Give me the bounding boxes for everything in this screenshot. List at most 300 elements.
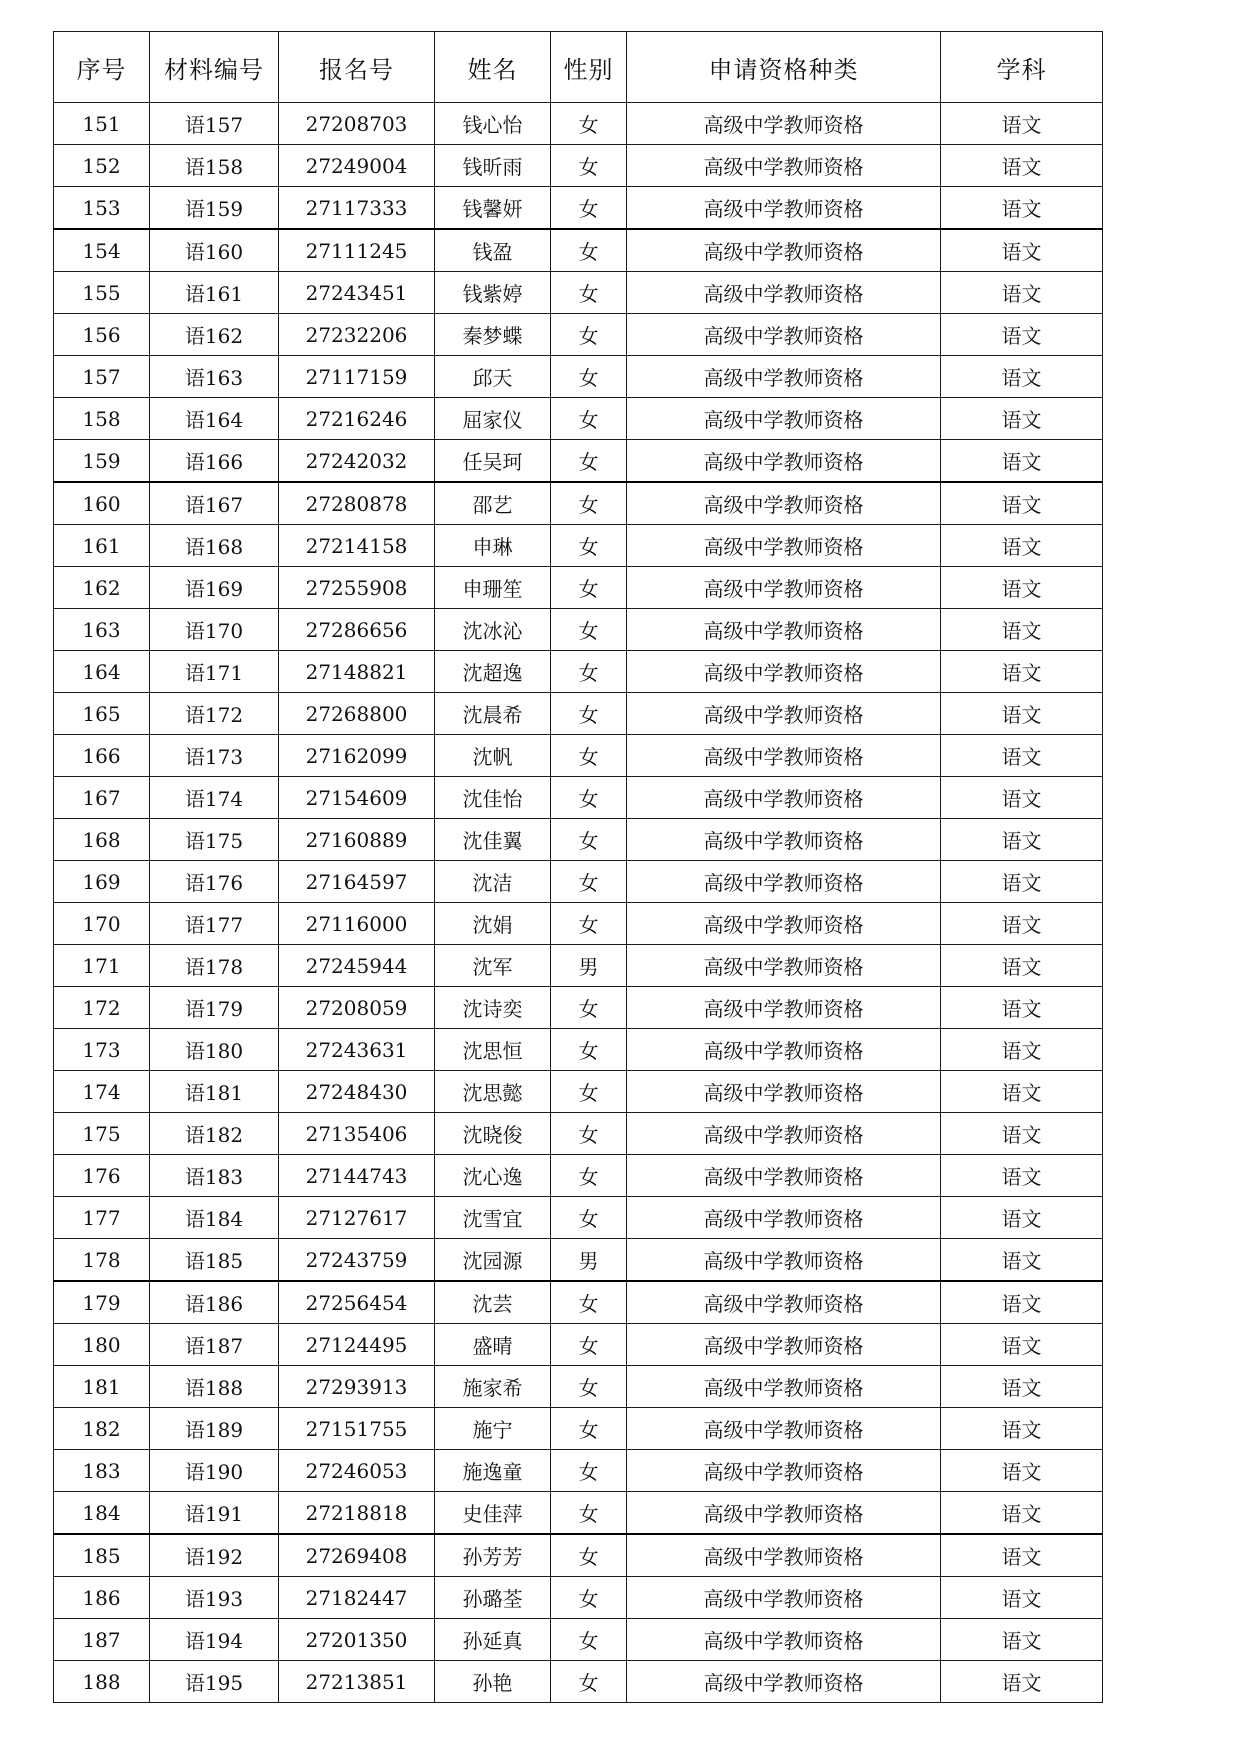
name-cell: 沈心逸 [435, 1155, 551, 1197]
material-no-cell: 语161 [150, 272, 279, 314]
registration-no-cell: 27116000 [279, 903, 435, 945]
gender-cell: 女 [551, 1071, 627, 1113]
gender-cell: 女 [551, 145, 627, 187]
seq-cell: 157 [54, 356, 150, 398]
registration-no-cell: 27249004 [279, 145, 435, 187]
gender-cell: 女 [551, 651, 627, 693]
table-row [54, 272, 1103, 314]
roster-table [53, 31, 1103, 1703]
table-row [54, 1534, 1103, 1577]
seq-cell: 182 [54, 1408, 150, 1450]
table-row [54, 1239, 1103, 1282]
subject-cell: 语文 [941, 861, 1103, 903]
gender-cell: 女 [551, 272, 627, 314]
registration-no-cell: 27256454 [279, 1281, 435, 1324]
registration-no-cell: 27201350 [279, 1619, 435, 1661]
table-row [54, 1450, 1103, 1492]
subject-cell: 语文 [941, 1029, 1103, 1071]
name-cell: 沈佳怡 [435, 777, 551, 819]
subject-cell: 语文 [941, 440, 1103, 483]
qualification-type-cell: 高级中学教师资格 [627, 861, 941, 903]
name-cell: 钱心怡 [435, 103, 551, 145]
roster-sheet [53, 31, 1102, 1703]
qualification-type-cell: 高级中学教师资格 [627, 651, 941, 693]
registration-no-cell: 27135406 [279, 1113, 435, 1155]
subject-cell: 语文 [941, 777, 1103, 819]
registration-no-cell: 27248430 [279, 1071, 435, 1113]
qualification-type-cell: 高级中学教师资格 [627, 1281, 941, 1324]
name-cell: 钱紫婷 [435, 272, 551, 314]
material-no-cell: 语179 [150, 987, 279, 1029]
header-material-no: 材料编号 [150, 32, 279, 103]
seq-cell: 171 [54, 945, 150, 987]
seq-cell: 164 [54, 651, 150, 693]
subject-cell: 语文 [941, 567, 1103, 609]
registration-no-cell: 27269408 [279, 1534, 435, 1577]
name-cell: 史佳萍 [435, 1492, 551, 1535]
seq-cell: 166 [54, 735, 150, 777]
subject-cell: 语文 [941, 1619, 1103, 1661]
gender-cell: 女 [551, 103, 627, 145]
name-cell: 孙璐荃 [435, 1577, 551, 1619]
material-no-cell: 语174 [150, 777, 279, 819]
material-no-cell: 语182 [150, 1113, 279, 1155]
name-cell: 施宁 [435, 1408, 551, 1450]
subject-cell: 语文 [941, 609, 1103, 651]
name-cell: 沈洁 [435, 861, 551, 903]
registration-no-cell: 27246053 [279, 1450, 435, 1492]
name-cell: 沈帆 [435, 735, 551, 777]
gender-cell: 女 [551, 987, 627, 1029]
name-cell: 屈家仪 [435, 398, 551, 440]
qualification-type-cell: 高级中学教师资格 [627, 1450, 941, 1492]
qualification-type-cell: 高级中学教师资格 [627, 1324, 941, 1366]
registration-no-cell: 27160889 [279, 819, 435, 861]
name-cell: 施逸童 [435, 1450, 551, 1492]
table-body [54, 103, 1103, 1703]
seq-cell: 159 [54, 440, 150, 483]
qualification-type-cell: 高级中学教师资格 [627, 1534, 941, 1577]
subject-cell: 语文 [941, 1239, 1103, 1282]
gender-cell: 女 [551, 1534, 627, 1577]
subject-cell: 语文 [941, 987, 1103, 1029]
qualification-type-cell: 高级中学教师资格 [627, 356, 941, 398]
table-row [54, 525, 1103, 567]
seq-cell: 183 [54, 1450, 150, 1492]
gender-cell: 女 [551, 1619, 627, 1661]
seq-cell: 178 [54, 1239, 150, 1282]
table-row [54, 398, 1103, 440]
seq-cell: 170 [54, 903, 150, 945]
seq-cell: 184 [54, 1492, 150, 1535]
table-row [54, 777, 1103, 819]
qualification-type-cell: 高级中学教师资格 [627, 525, 941, 567]
subject-cell: 语文 [941, 356, 1103, 398]
qualification-type-cell: 高级中学教师资格 [627, 609, 941, 651]
seq-cell: 161 [54, 525, 150, 567]
gender-cell: 男 [551, 1239, 627, 1282]
registration-no-cell: 27154609 [279, 777, 435, 819]
header-subject: 学科 [941, 32, 1103, 103]
subject-cell: 语文 [941, 1113, 1103, 1155]
seq-cell: 154 [54, 229, 150, 272]
subject-cell: 语文 [941, 1071, 1103, 1113]
qualification-type-cell: 高级中学教师资格 [627, 103, 941, 145]
seq-cell: 186 [54, 1577, 150, 1619]
name-cell: 沈雪宜 [435, 1197, 551, 1239]
subject-cell: 语文 [941, 398, 1103, 440]
table-row [54, 1113, 1103, 1155]
qualification-type-cell: 高级中学教师资格 [627, 1239, 941, 1282]
gender-cell: 女 [551, 1113, 627, 1155]
qualification-type-cell: 高级中学教师资格 [627, 272, 941, 314]
seq-cell: 179 [54, 1281, 150, 1324]
name-cell: 沈佳翼 [435, 819, 551, 861]
seq-cell: 175 [54, 1113, 150, 1155]
qualification-type-cell: 高级中学教师资格 [627, 440, 941, 483]
seq-cell: 188 [54, 1661, 150, 1703]
table-row [54, 1071, 1103, 1113]
seq-cell: 169 [54, 861, 150, 903]
name-cell: 沈思恒 [435, 1029, 551, 1071]
registration-no-cell: 27243631 [279, 1029, 435, 1071]
seq-cell: 173 [54, 1029, 150, 1071]
gender-cell: 女 [551, 440, 627, 483]
name-cell: 沈军 [435, 945, 551, 987]
name-cell: 钱昕雨 [435, 145, 551, 187]
qualification-type-cell: 高级中学教师资格 [627, 1113, 941, 1155]
gender-cell: 女 [551, 356, 627, 398]
subject-cell: 语文 [941, 272, 1103, 314]
gender-cell: 女 [551, 735, 627, 777]
gender-cell: 女 [551, 567, 627, 609]
material-no-cell: 语185 [150, 1239, 279, 1282]
seq-cell: 163 [54, 609, 150, 651]
subject-cell: 语文 [941, 1155, 1103, 1197]
seq-cell: 181 [54, 1366, 150, 1408]
registration-no-cell: 27182447 [279, 1577, 435, 1619]
qualification-type-cell: 高级中学教师资格 [627, 1155, 941, 1197]
registration-no-cell: 27286656 [279, 609, 435, 651]
qualification-type-cell: 高级中学教师资格 [627, 819, 941, 861]
subject-cell: 语文 [941, 693, 1103, 735]
header-registration-no: 报名号 [279, 32, 435, 103]
gender-cell: 女 [551, 1408, 627, 1450]
name-cell: 申珊笙 [435, 567, 551, 609]
name-cell: 孙艳 [435, 1661, 551, 1703]
subject-cell: 语文 [941, 482, 1103, 525]
gender-cell: 女 [551, 693, 627, 735]
header-seq: 序号 [54, 32, 150, 103]
gender-cell: 女 [551, 1492, 627, 1535]
material-no-cell: 语158 [150, 145, 279, 187]
table-row [54, 229, 1103, 272]
material-no-cell: 语163 [150, 356, 279, 398]
table-row [54, 1492, 1103, 1535]
table-row [54, 735, 1103, 777]
material-no-cell: 语194 [150, 1619, 279, 1661]
registration-no-cell: 27232206 [279, 314, 435, 356]
seq-cell: 153 [54, 187, 150, 230]
name-cell: 孙延真 [435, 1619, 551, 1661]
registration-no-cell: 27214158 [279, 525, 435, 567]
gender-cell: 女 [551, 229, 627, 272]
seq-cell: 162 [54, 567, 150, 609]
header-name: 姓名 [435, 32, 551, 103]
material-no-cell: 语169 [150, 567, 279, 609]
header-row [54, 32, 1103, 103]
material-no-cell: 语184 [150, 1197, 279, 1239]
table-row [54, 1366, 1103, 1408]
subject-cell: 语文 [941, 1577, 1103, 1619]
qualification-type-cell: 高级中学教师资格 [627, 693, 941, 735]
name-cell: 邱天 [435, 356, 551, 398]
gender-cell: 女 [551, 1281, 627, 1324]
material-no-cell: 语157 [150, 103, 279, 145]
seq-cell: 160 [54, 482, 150, 525]
seq-cell: 168 [54, 819, 150, 861]
gender-cell: 女 [551, 1029, 627, 1071]
qualification-type-cell: 高级中学教师资格 [627, 1619, 941, 1661]
registration-no-cell: 27208059 [279, 987, 435, 1029]
table-row [54, 651, 1103, 693]
table-row [54, 1281, 1103, 1324]
table-row [54, 903, 1103, 945]
subject-cell: 语文 [941, 1534, 1103, 1577]
material-no-cell: 语172 [150, 693, 279, 735]
seq-cell: 165 [54, 693, 150, 735]
qualification-type-cell: 高级中学教师资格 [627, 187, 941, 230]
name-cell: 沈晨希 [435, 693, 551, 735]
registration-no-cell: 27144743 [279, 1155, 435, 1197]
registration-no-cell: 27117159 [279, 356, 435, 398]
table-row [54, 187, 1103, 230]
qualification-type-cell: 高级中学教师资格 [627, 482, 941, 525]
table-row [54, 609, 1103, 651]
registration-no-cell: 27293913 [279, 1366, 435, 1408]
table-row [54, 440, 1103, 483]
material-no-cell: 语175 [150, 819, 279, 861]
name-cell: 沈园源 [435, 1239, 551, 1282]
subject-cell: 语文 [941, 1408, 1103, 1450]
material-no-cell: 语181 [150, 1071, 279, 1113]
table-row [54, 567, 1103, 609]
registration-no-cell: 27162099 [279, 735, 435, 777]
qualification-type-cell: 高级中学教师资格 [627, 903, 941, 945]
table-row [54, 1197, 1103, 1239]
seq-cell: 151 [54, 103, 150, 145]
subject-cell: 语文 [941, 187, 1103, 230]
material-no-cell: 语191 [150, 1492, 279, 1535]
registration-no-cell: 27242032 [279, 440, 435, 483]
gender-cell: 男 [551, 945, 627, 987]
qualification-type-cell: 高级中学教师资格 [627, 735, 941, 777]
registration-no-cell: 27268800 [279, 693, 435, 735]
seq-cell: 158 [54, 398, 150, 440]
registration-no-cell: 27213851 [279, 1661, 435, 1703]
name-cell: 秦梦蝶 [435, 314, 551, 356]
table-row [54, 145, 1103, 187]
gender-cell: 女 [551, 819, 627, 861]
material-no-cell: 语177 [150, 903, 279, 945]
material-no-cell: 语186 [150, 1281, 279, 1324]
seq-cell: 187 [54, 1619, 150, 1661]
name-cell: 任吴珂 [435, 440, 551, 483]
name-cell: 盛晴 [435, 1324, 551, 1366]
table-row [54, 945, 1103, 987]
subject-cell: 语文 [941, 1661, 1103, 1703]
qualification-type-cell: 高级中学教师资格 [627, 145, 941, 187]
registration-no-cell: 27218818 [279, 1492, 435, 1535]
material-no-cell: 语160 [150, 229, 279, 272]
table-row [54, 987, 1103, 1029]
table-row [54, 103, 1103, 145]
registration-no-cell: 27151755 [279, 1408, 435, 1450]
registration-no-cell: 27243759 [279, 1239, 435, 1282]
subject-cell: 语文 [941, 229, 1103, 272]
table-row [54, 861, 1103, 903]
subject-cell: 语文 [941, 1366, 1103, 1408]
material-no-cell: 语168 [150, 525, 279, 567]
name-cell: 钱盈 [435, 229, 551, 272]
table-row [54, 1155, 1103, 1197]
material-no-cell: 语188 [150, 1366, 279, 1408]
registration-no-cell: 27117333 [279, 187, 435, 230]
gender-cell: 女 [551, 525, 627, 567]
subject-cell: 语文 [941, 1450, 1103, 1492]
qualification-type-cell: 高级中学教师资格 [627, 229, 941, 272]
qualification-type-cell: 高级中学教师资格 [627, 314, 941, 356]
gender-cell: 女 [551, 482, 627, 525]
qualification-type-cell: 高级中学教师资格 [627, 1197, 941, 1239]
material-no-cell: 语171 [150, 651, 279, 693]
registration-no-cell: 27245944 [279, 945, 435, 987]
material-no-cell: 语193 [150, 1577, 279, 1619]
seq-cell: 174 [54, 1071, 150, 1113]
table-row [54, 1408, 1103, 1450]
material-no-cell: 语170 [150, 609, 279, 651]
name-cell: 沈诗奕 [435, 987, 551, 1029]
subject-cell: 语文 [941, 1492, 1103, 1535]
registration-no-cell: 27164597 [279, 861, 435, 903]
gender-cell: 女 [551, 1197, 627, 1239]
subject-cell: 语文 [941, 945, 1103, 987]
gender-cell: 女 [551, 1366, 627, 1408]
gender-cell: 女 [551, 1324, 627, 1366]
material-no-cell: 语190 [150, 1450, 279, 1492]
registration-no-cell: 27208703 [279, 103, 435, 145]
seq-cell: 155 [54, 272, 150, 314]
material-no-cell: 语187 [150, 1324, 279, 1366]
subject-cell: 语文 [941, 103, 1103, 145]
name-cell: 沈思懿 [435, 1071, 551, 1113]
seq-cell: 177 [54, 1197, 150, 1239]
material-no-cell: 语164 [150, 398, 279, 440]
qualification-type-cell: 高级中学教师资格 [627, 1577, 941, 1619]
gender-cell: 女 [551, 1450, 627, 1492]
qualification-type-cell: 高级中学教师资格 [627, 1029, 941, 1071]
seq-cell: 167 [54, 777, 150, 819]
material-no-cell: 语189 [150, 1408, 279, 1450]
gender-cell: 女 [551, 314, 627, 356]
qualification-type-cell: 高级中学教师资格 [627, 567, 941, 609]
qualification-type-cell: 高级中学教师资格 [627, 1408, 941, 1450]
registration-no-cell: 27216246 [279, 398, 435, 440]
name-cell: 沈超逸 [435, 651, 551, 693]
table-row [54, 1577, 1103, 1619]
qualification-type-cell: 高级中学教师资格 [627, 1661, 941, 1703]
material-no-cell: 语195 [150, 1661, 279, 1703]
registration-no-cell: 27124495 [279, 1324, 435, 1366]
name-cell: 孙芳芳 [435, 1534, 551, 1577]
subject-cell: 语文 [941, 1197, 1103, 1239]
material-no-cell: 语162 [150, 314, 279, 356]
gender-cell: 女 [551, 1661, 627, 1703]
subject-cell: 语文 [941, 145, 1103, 187]
registration-no-cell: 27255908 [279, 567, 435, 609]
subject-cell: 语文 [941, 903, 1103, 945]
material-no-cell: 语176 [150, 861, 279, 903]
table-row [54, 1661, 1103, 1703]
gender-cell: 女 [551, 187, 627, 230]
material-no-cell: 语180 [150, 1029, 279, 1071]
seq-cell: 156 [54, 314, 150, 356]
table-row [54, 693, 1103, 735]
gender-cell: 女 [551, 398, 627, 440]
gender-cell: 女 [551, 903, 627, 945]
header-qualification-type: 申请资格种类 [627, 32, 941, 103]
qualification-type-cell: 高级中学教师资格 [627, 987, 941, 1029]
qualification-type-cell: 高级中学教师资格 [627, 1071, 941, 1113]
qualification-type-cell: 高级中学教师资格 [627, 945, 941, 987]
seq-cell: 172 [54, 987, 150, 1029]
name-cell: 钱馨妍 [435, 187, 551, 230]
table-row [54, 1619, 1103, 1661]
material-no-cell: 语167 [150, 482, 279, 525]
name-cell: 沈芸 [435, 1281, 551, 1324]
qualification-type-cell: 高级中学教师资格 [627, 398, 941, 440]
seq-cell: 152 [54, 145, 150, 187]
name-cell: 沈娟 [435, 903, 551, 945]
material-no-cell: 语192 [150, 1534, 279, 1577]
name-cell: 邵艺 [435, 482, 551, 525]
material-no-cell: 语173 [150, 735, 279, 777]
table-row [54, 482, 1103, 525]
material-no-cell: 语159 [150, 187, 279, 230]
registration-no-cell: 27280878 [279, 482, 435, 525]
header-gender: 性别 [551, 32, 627, 103]
subject-cell: 语文 [941, 735, 1103, 777]
subject-cell: 语文 [941, 1324, 1103, 1366]
registration-no-cell: 27127617 [279, 1197, 435, 1239]
registration-no-cell: 27148821 [279, 651, 435, 693]
table-row [54, 314, 1103, 356]
subject-cell: 语文 [941, 1281, 1103, 1324]
gender-cell: 女 [551, 777, 627, 819]
seq-cell: 180 [54, 1324, 150, 1366]
table-row [54, 356, 1103, 398]
table-row [54, 1324, 1103, 1366]
seq-cell: 176 [54, 1155, 150, 1197]
subject-cell: 语文 [941, 819, 1103, 861]
table-row [54, 1029, 1103, 1071]
qualification-type-cell: 高级中学教师资格 [627, 1492, 941, 1535]
name-cell: 施家希 [435, 1366, 551, 1408]
name-cell: 沈晓俊 [435, 1113, 551, 1155]
gender-cell: 女 [551, 609, 627, 651]
subject-cell: 语文 [941, 651, 1103, 693]
registration-no-cell: 27111245 [279, 229, 435, 272]
